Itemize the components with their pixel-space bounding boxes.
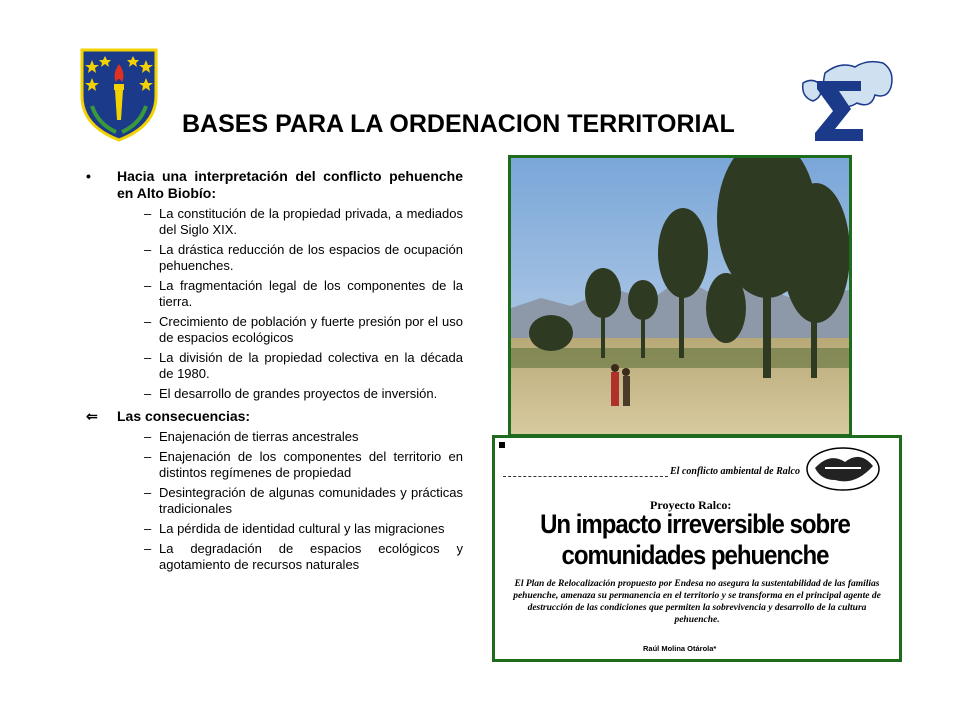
headline-line-1: Un impacto irreversible sobre — [540, 510, 850, 540]
clipping-project: Proyecto Ralco: — [650, 498, 732, 512]
list-item: – Crecimiento de población y fuerte presión por el uso de espacios ecológicos — [144, 314, 463, 345]
section-consequences — [86, 408, 463, 573]
section-interpretation — [86, 168, 463, 402]
list-item-text: Enajenación de los componentes del territorio en distintos regímenes de propiedad — [159, 449, 463, 480]
clipping-author: Raúl Molina Otárola* — [643, 644, 717, 653]
list-item: – La constitución de la propiedad privada, a mediados del Siglo XIX. — [144, 206, 463, 237]
list-item: – El desarrollo de grandes proyectos de inversión. — [144, 386, 438, 401]
list-item-text: Desintegración de algunas comunidades y prácticas tradicionales — [159, 485, 463, 516]
divider — [503, 476, 668, 477]
list-item-text: La pérdida de identidad cultural y las migraciones — [159, 521, 445, 536]
list-item-text: La fragmentación legal de los componentes de la tierra. — [159, 278, 463, 309]
list-item: – Desintegración de algunas comunidades y prácticas tradicionales — [144, 485, 463, 516]
list-item-text: La drástica reducción de los espacios de ocupación pehuenches. — [159, 242, 463, 273]
landscape-photo — [508, 155, 852, 437]
list-item: – La división de la propiedad colectiva en la década de 1980. — [144, 350, 463, 381]
university-shield-icon — [78, 46, 160, 142]
bullet-content — [86, 168, 463, 579]
corner-mark — [499, 442, 505, 448]
section-heading — [86, 168, 463, 202]
list-item: – Enajenación de los componentes del territorio en distintos regímenes de propiedad — [144, 449, 463, 480]
clipping-headline — [505, 510, 885, 572]
bullet-marker: • — [86, 168, 91, 184]
list-item: – La drástica reducción de los espacios de ocupación pehuenches. — [144, 242, 463, 273]
list-item-text: Crecimiento de población y fuerte presión por el uso de espacios ecológicos — [159, 314, 463, 345]
clipping-kicker: El conflicto ambiental de Ralco — [670, 466, 800, 477]
clipping-lead: El Plan de Relocalización propuesto por Endesa no asegura la sustentabilidad de las familias pehuenche, amenaza su permanencia en el territorio y se transforma en el principal agente de destrucción de las condiciones que permiten la sobrevivencia y desarrollo de la cultura pehuenche. — [513, 579, 881, 625]
section-heading-text: Hacia una interpretación del conflicto pehuenche en Alto Biobío: — [117, 168, 463, 201]
list-item-text: La división de la propiedad colectiva en la década de 1980. — [159, 350, 463, 381]
arrow-bullet-icon: ⇐ — [86, 408, 98, 424]
list-item-text: El desarrollo de grandes proyectos de inversión. — [159, 386, 438, 401]
newspaper-clipping — [492, 435, 902, 662]
list-item: – La pérdida de identidad cultural y las migraciones — [144, 521, 445, 536]
list-item-text: Enajenación de tierras ancestrales — [159, 429, 359, 444]
section-heading — [86, 408, 463, 425]
list-item-text: La constitución de la propiedad privada, a mediados del Siglo XIX. — [159, 206, 463, 237]
clipping-emblem-icon — [805, 446, 881, 492]
araucaria-forest-image — [511, 158, 849, 434]
list-item-text: La degradación de espacios ecológicos y agotamiento de recursos naturales — [159, 541, 463, 572]
sigma-map-icon — [795, 53, 900, 148]
list-item: – La fragmentación legal de los componentes de la tierra. — [144, 278, 463, 309]
section-heading-text: Las consecuencias: — [117, 408, 251, 424]
list-item: – La degradación de espacios ecológicos y agotamiento de recursos naturales — [144, 541, 463, 572]
page-title: BASES PARA LA ORDENACION TERRITORIAL — [182, 110, 735, 138]
headline-line-2: comunidades pehuenche — [561, 540, 829, 571]
list-item: – Enajenación de tierras ancestrales — [144, 429, 359, 444]
